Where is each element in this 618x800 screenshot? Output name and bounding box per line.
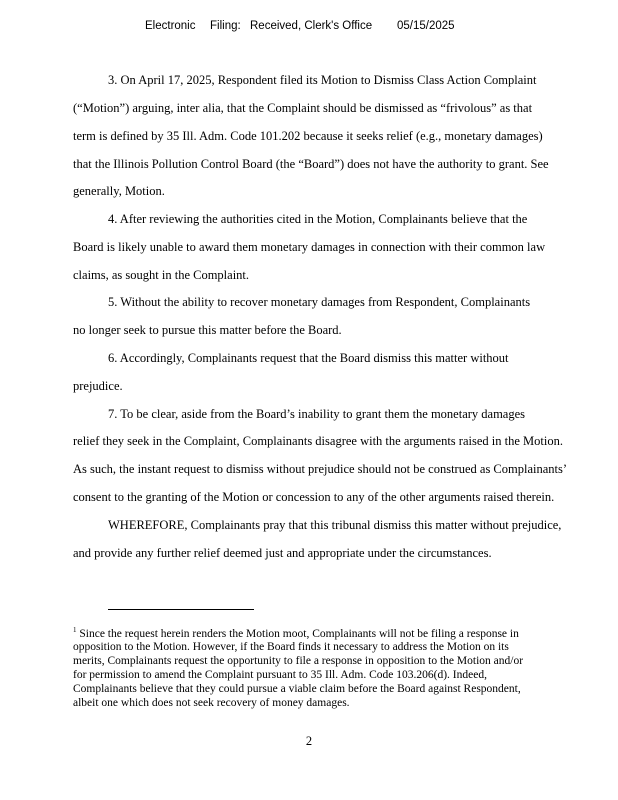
body-line: that the Illinois Pollution Control Board (the “Board”) does not have the authority to grant. See: [73, 157, 549, 171]
body-line: WHEREFORE, Complainants pray that this tribunal dismiss this matter without prejudice,: [108, 518, 562, 532]
body-line: and provide any further relief deemed just and appropriate under the circumstances.: [73, 546, 492, 560]
body-line: 5. Without the ability to recover monetary damages from Respondent, Complainants: [108, 295, 531, 309]
footnote-marker: 1: [73, 626, 77, 635]
footnote-line: for permission to amend the Complaint pursuant to 35 Ill. Adm. Code 103.206(d). Indeed,: [73, 669, 487, 681]
footnote-line: [73, 628, 613, 641]
body-line: consent to the granting of the Motion or concession to any of the other arguments raised therein.: [73, 490, 555, 504]
footnote-line: Complainants believe that they could pursue a viable claim before the Board against Respondent,: [73, 683, 521, 695]
body-line: As such, the instant request to dismiss without prejudice should not be construed as Complainants’: [73, 462, 568, 476]
footnote-text: Since the request herein renders the Motion moot, Complainants will not be filing a response in: [79, 628, 519, 640]
footnote-line: opposition to the Motion. However, if the Board finds it necessary to address the Motion on its: [73, 641, 509, 653]
page-number: 2: [305, 734, 313, 748]
body-line: relief they seek in the Complaint, Complainants disagree with the arguments raised in the Motion.: [73, 434, 563, 448]
body-line: 4. After reviewing the authorities cited in the Motion, Complainants believe that the: [108, 212, 528, 226]
body-line: generally, Motion.: [73, 184, 165, 198]
header-date: 05/15/2025: [397, 20, 455, 32]
footnote-line: merits, Complainants request the opportunity to file a response in opposition to the Motion and/or: [73, 655, 524, 667]
body-line: claims, as sought in the Complaint.: [73, 268, 250, 282]
header-electronic: Electronic: [145, 20, 196, 32]
header-received: Received, Clerk's Office: [250, 20, 373, 32]
body-line: 6. Accordingly, Complainants request that the Board dismiss this matter without: [108, 351, 509, 365]
body-line: term is defined by 35 Ill. Adm. Code 101.202 because it seeks relief (e.g., monetary damages): [73, 129, 543, 143]
header-filing: Filing:: [210, 20, 241, 32]
footnote-separator: [108, 609, 254, 610]
body-line: no longer seek to pursue this matter before the Board.: [73, 323, 342, 337]
body-line: (“Motion”) arguing, inter alia, that the Complaint should be dismissed as “frivolous” as that: [73, 101, 533, 115]
body-line: 3. On April 17, 2025, Respondent filed its Motion to Dismiss Class Action Complaint: [108, 73, 537, 87]
footnote-line: albeit one which does not seek recovery of money damages.: [73, 697, 350, 709]
body-line: Board is likely unable to award them monetary damages in connection with their common law: [73, 240, 546, 254]
body-line: prejudice.: [73, 379, 123, 393]
body-line: 7. To be clear, aside from the Board’s inability to grant them the monetary damages: [108, 407, 526, 421]
